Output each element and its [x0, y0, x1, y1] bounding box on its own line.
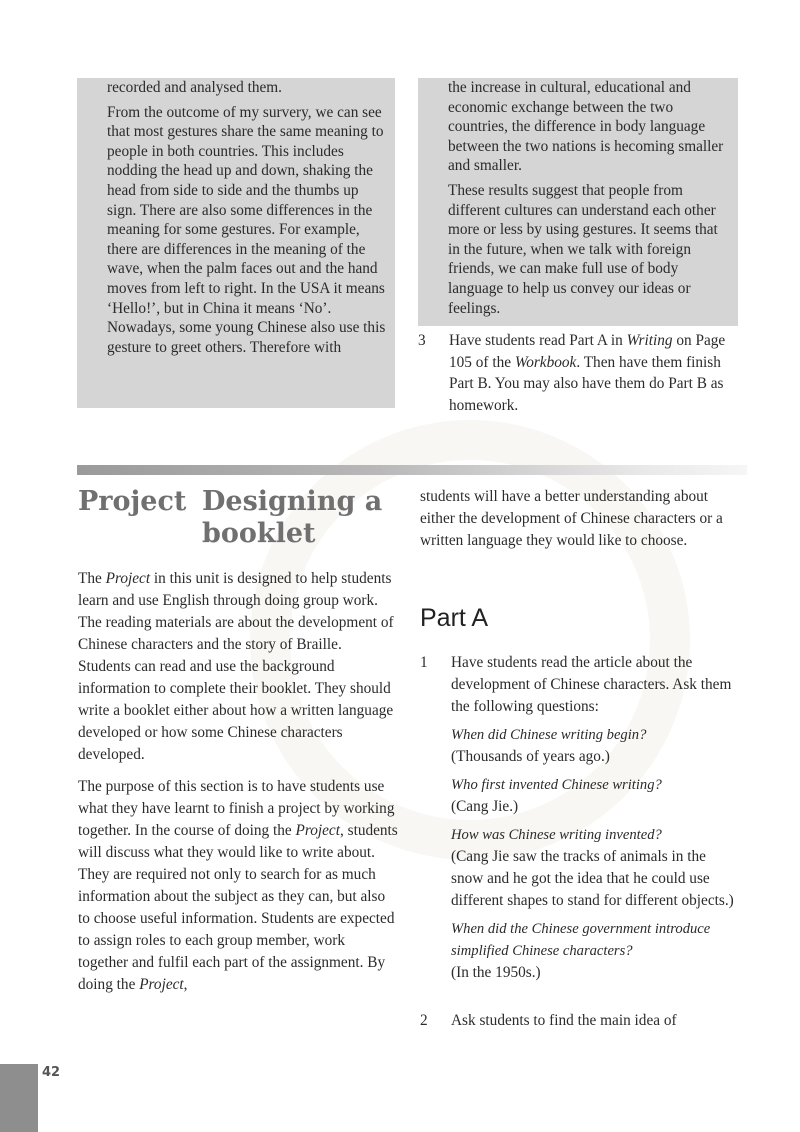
list-number: 2 [420, 1012, 428, 1029]
list-number: 3 [418, 332, 426, 349]
intro-paragraph: The Project in this unit is designed to help students learn and use English through doing group work. The reading materials are about the development of Chinese characters and the story of Braille. Students can read and use the background information to complete their booklet. They should write a booklet either about how a written language developed or how some Chinese characters developed. [78, 570, 394, 763]
sample-answer-box-left [77, 78, 395, 408]
question: Who first invented Chinese writing? [451, 777, 662, 793]
box-left-para-2: From the outcome of my survery, we can see that most gestures share the same meaning to people in both countries. This includes nodding the head up and down, shaking the head from side to side and the thumbs up sign. There are also some differences in the meaning for some gestures. For example, there are differences in the meaning of the wave, when the palm faces out and the hand moves from left to right. In the USA it means ‘Hello!’, but in China it means ‘No’. Nowadays, some young Chinese also use this gesture to greet others. Therefore with [107, 103, 386, 356]
list-item-text: Ask students to find the main idea of [451, 1012, 677, 1029]
box-right-para-1: the increase in cultural, educational and economic exchange between the two countries, the difference in body language between the two nations is hecoming smaller and smaller. [448, 79, 724, 175]
instruction-text: Have students read the article about the development of Chinese characters. Ask them the following questions: [451, 654, 732, 715]
answer: (In the 1950s.) [451, 964, 541, 981]
left-column [78, 568, 398, 1006]
sample-answer-box-right [418, 78, 738, 326]
page-tab [0, 1064, 38, 1132]
purpose-paragraph: The purpose of this section is to have students use what they have learnt to finish a project by working together. In the course of doing the Project, students will discuss what they would like to write about. They are required not only to search for as much information about the subject as they can, but also to choose useful information. Students are expected to assign roles to each group member, work together and fulfil each part of the assignment. By doing the Project, [78, 778, 398, 993]
answer: (Cang Jie saw the tracks of animals in the snow and he got the idea that he could use different shapes to stand for different objects.) [451, 848, 734, 909]
box-left-para-1: recorded and analysed them. [107, 79, 282, 96]
list-item-text [451, 652, 741, 984]
section-divider [77, 465, 747, 475]
page-number: 42 [42, 1065, 61, 1080]
list-number: 1 [420, 654, 428, 671]
question: When did the Chinese government introduce simplified Chinese characters? [451, 921, 711, 959]
answer: (Thousands of years ago.) [451, 748, 610, 765]
list-item-text: Have students read Part A in Writing on Page 105 of the Workbook. Then have them finish Part B. You may also have them do Part B as homework. [449, 332, 726, 414]
section-title-name: Designing a booklet [202, 486, 383, 549]
question: When did Chinese writing begin? [451, 727, 647, 743]
question: How was Chinese writing invented? [451, 827, 662, 843]
answer: (Cang Jie.) [451, 798, 519, 815]
part-a-heading: Part A [420, 604, 489, 632]
section-title-label: Project [78, 486, 187, 517]
continued-paragraph: students will have a better understanding about either the development of Chinese characters or a written language they would like to choose. [420, 488, 723, 549]
box-right-para-2: These results suggest that people from different cultures can understand each other more or less by using gestures. It seems that in the future, when we talk with foreign friends, we can make full use of body language to help us convey our ideas or feelings. [448, 181, 718, 317]
